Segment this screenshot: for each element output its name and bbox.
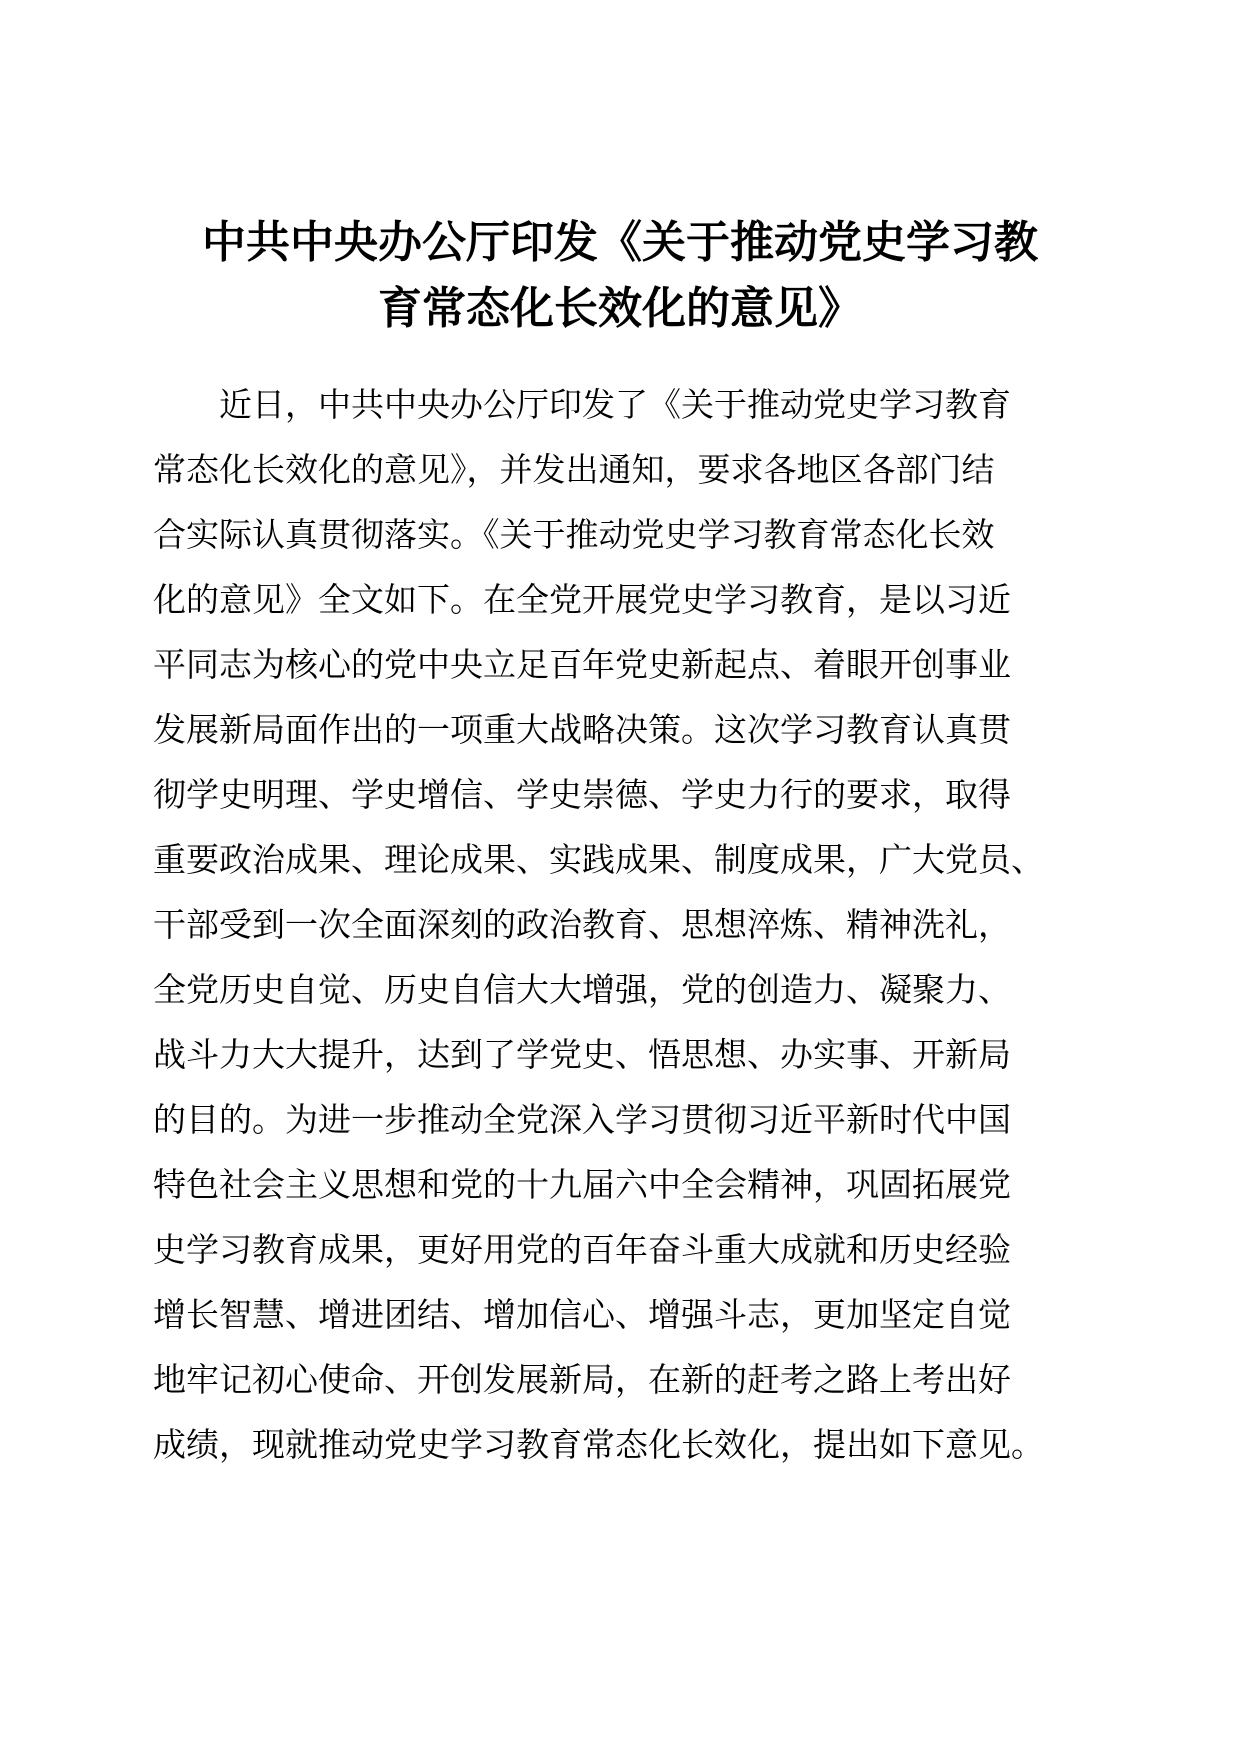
document-title <box>180 210 1060 342</box>
body-line: 特色社会主义思想和党的十九届六中全会精神，巩固拓展党 <box>153 1165 1011 1204</box>
body-line: 战斗力大大提升，达到了学党史、悟思想、办实事、开新局 <box>153 1035 1011 1074</box>
body-line: 的目的。为进一步推动全党深入学习贯彻习近平新时代中国 <box>153 1100 1011 1139</box>
body-paragraph <box>153 372 1085 1477</box>
body-line: 重要政治成果、理论成果、实践成果、制度成果，广大党员、 <box>153 840 1044 879</box>
body-line: 化的意见》全文如下。在全党开展党史学习教育，是以习近 <box>153 580 1011 619</box>
body-line: 地牢记初心使命、开创发展新局，在新的赶考之路上考出好 <box>153 1360 1011 1399</box>
body-line: 史学习教育成果，更好用党的百年奋斗重大成就和历史经验 <box>153 1230 1011 1269</box>
body-line: 增长智慧、增进团结、增加信心、增强斗志，更加坚定自觉 <box>153 1295 1011 1334</box>
body-line: 近日，中共中央办公厅印发了《关于推动党史学习教育 <box>153 385 1011 424</box>
body-line: 常态化长效化的意见》，并发出通知，要求各地区各部门结 <box>153 450 995 489</box>
body-line: 彻学史明理、学史增信、学史崇德、学史力行的要求，取得 <box>153 775 1011 814</box>
title-line-1: 中共中央办公厅印发《关于推动党史学习教 <box>202 217 1038 268</box>
body-line: 发展新局面作出的一项重大战略决策。这次学习教育认真贯 <box>153 710 1011 749</box>
title-line-2: 育常态化长效化的意见》 <box>378 283 862 334</box>
body-line: 全党历史自觉、历史自信大大增强，党的创造力、凝聚力、 <box>153 970 1011 1009</box>
body-line: 平同志为核心的党中央立足百年党史新起点、着眼开创事业 <box>153 645 1011 684</box>
body-line: 合实际认真贯彻落实。《关于推动党史学习教育常态化长效 <box>153 515 995 554</box>
body-line: 成绩，现就推动党史学习教育常态化长效化，提出如下意见。 <box>153 1425 1044 1464</box>
body-line: 干部受到一次全面深刻的政治教育、思想淬炼、精神洗礼， <box>153 905 1011 944</box>
